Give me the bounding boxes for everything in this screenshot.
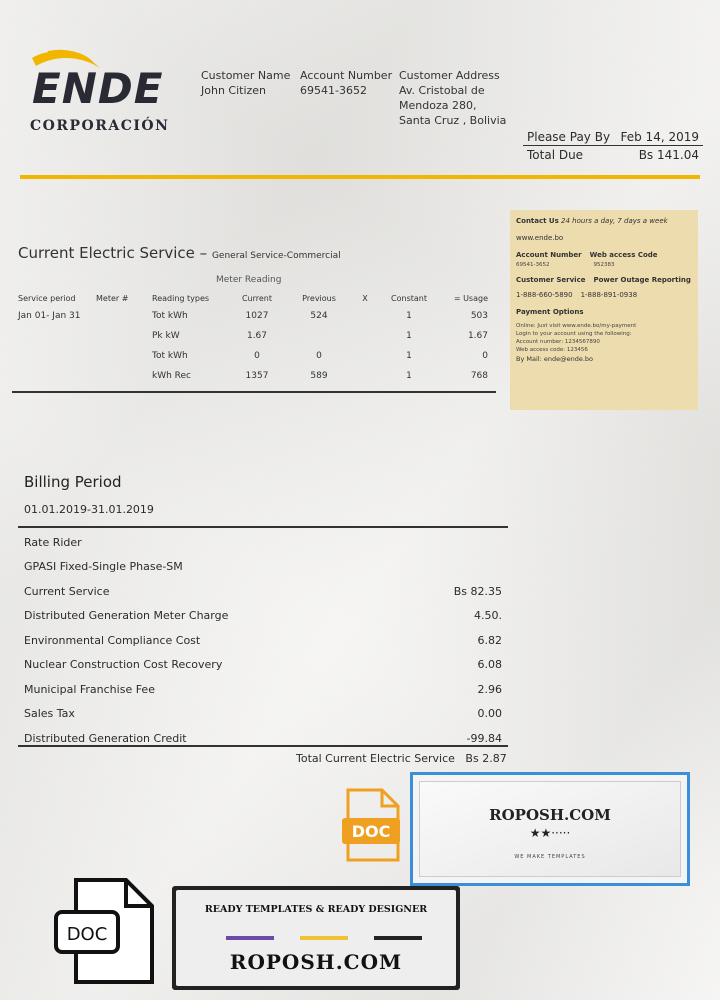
- meter-divider: [12, 391, 496, 393]
- customer-address-block: [399, 68, 506, 128]
- service-title-dash: –: [194, 244, 212, 262]
- account-number-label: Account Number: [300, 69, 393, 82]
- charge-amount: -99.84: [466, 731, 502, 745]
- customer-address-label: Customer Address: [399, 69, 500, 82]
- charge-row: [24, 579, 502, 604]
- meter-column-header: Service period: [18, 293, 76, 303]
- roposh-tagline: WE MAKE TEMPLATES: [514, 854, 586, 860]
- total-due-amount: Bs 141.04: [638, 148, 699, 162]
- meter-cell: [92, 326, 148, 346]
- charge-row: [24, 653, 502, 678]
- customer-service-label: Customer Service: [516, 276, 586, 284]
- service-title-text: Current Electric Service: [18, 244, 195, 262]
- payment-options-label: Payment Options: [516, 308, 584, 316]
- roposh-card-inner: [419, 781, 681, 877]
- meter-cell: 1.67: [246, 331, 268, 341]
- meter-header-row: [14, 290, 492, 306]
- meter-cell: [352, 366, 378, 386]
- logo-word: ENDE: [32, 64, 164, 113]
- charge-row: [24, 604, 502, 629]
- meter-cell: 1027: [245, 311, 269, 321]
- contact-web-access-label: Web access Code: [589, 251, 658, 259]
- meter-cell: [352, 326, 378, 346]
- charge-row: [24, 702, 502, 727]
- meter-cell: 589: [310, 371, 328, 381]
- meter-row: [14, 326, 492, 346]
- logo-subtitle: CORPORACIÓN: [30, 118, 170, 134]
- charge-label: Distributed Generation Credit: [24, 731, 187, 745]
- meter-column-header: Meter #: [96, 293, 129, 303]
- meter-cell: 1: [406, 311, 412, 321]
- contact-box: [510, 210, 698, 410]
- online-line-4: Web access code: 123456: [516, 347, 588, 353]
- meter-cell: 1: [406, 371, 412, 381]
- billing-period-title: Billing Period: [24, 473, 122, 491]
- meter-cell: [92, 306, 148, 326]
- color-bar: [374, 936, 422, 940]
- meter-cell: 1: [406, 351, 412, 361]
- billing-divider-top: [18, 526, 508, 528]
- charge-label: Environmental Compliance Cost: [24, 633, 201, 647]
- color-bar: [226, 936, 274, 940]
- meter-cell: 0: [316, 351, 322, 361]
- account-number-block: [300, 68, 392, 98]
- meter-cell: 1357: [245, 371, 269, 381]
- charges-list: [24, 530, 502, 751]
- meter-cell: 768: [470, 371, 488, 381]
- charge-row: [24, 628, 502, 653]
- charge-label: Current Service: [24, 584, 110, 598]
- meter-row: [14, 366, 492, 386]
- meter-column-header: Reading types: [152, 293, 210, 303]
- customer-name: John Citizen: [201, 84, 267, 97]
- charge-label: Sales Tax: [24, 707, 75, 721]
- roposh-stars: ★★·····: [529, 826, 571, 840]
- account-number: 69541-3652: [300, 84, 367, 97]
- ready-templates-card: [172, 886, 460, 990]
- charge-row: [24, 555, 502, 580]
- charge-amount: 2.96: [477, 682, 502, 696]
- meter-cell: [92, 366, 148, 386]
- doc-file-icon-black: [52, 876, 158, 986]
- charge-amount: 4.50.: [474, 609, 502, 623]
- total-current-label: Total Current Electric Service: [296, 752, 455, 765]
- charge-amount: 6.08: [477, 658, 502, 672]
- charge-row: [24, 530, 502, 555]
- meter-cell: [352, 306, 378, 326]
- ende-logo: [22, 46, 182, 146]
- service-title: [18, 244, 341, 262]
- meter-column-header: Previous: [302, 293, 336, 303]
- doc-label-black: DOC: [66, 924, 108, 945]
- online-line-3: Account number: 1234567890: [516, 339, 600, 345]
- total-current-service: [296, 752, 507, 765]
- total-current-value: Bs 2.87: [465, 752, 507, 765]
- meter-column-header: = Usage: [453, 293, 488, 303]
- charge-label: Distributed Generation Meter Charge: [24, 609, 229, 623]
- charge-label: Nuclear Construction Cost Recovery: [24, 658, 223, 672]
- meter-cell: [352, 346, 378, 366]
- billing-period-range: 01.01.2019-31.01.2019: [24, 503, 154, 516]
- roposh-title: ROPOSH.COM: [489, 806, 611, 824]
- contact-website[interactable]: www.ende.bo: [516, 234, 564, 242]
- outage-phone[interactable]: 1-888-891-0938: [580, 291, 638, 299]
- online-line-2: Login to your account using the following:: [516, 331, 632, 337]
- pay-summary: [523, 128, 703, 164]
- ready-card-inner: [176, 890, 456, 986]
- billing-divider-bottom: [18, 745, 508, 747]
- charge-row: [24, 677, 502, 702]
- meter-table: [14, 290, 492, 386]
- meter-cell: Tot kWh: [152, 311, 188, 321]
- charge-amount: 6.82: [477, 633, 502, 647]
- address-line-2: Mendoza 280,: [399, 99, 477, 112]
- ready-color-bars: [226, 936, 422, 940]
- online-line-1: Online: Just visit www.ende.bo/my-payment: [516, 323, 637, 329]
- meter-cell: Tot kWh: [152, 351, 188, 361]
- charge-amount: 0.00: [477, 707, 502, 721]
- meter-row: [14, 306, 492, 326]
- address-line-1: Av. Cristobal de: [399, 84, 485, 97]
- customer-service-phone[interactable]: 1-888-660-5890: [516, 291, 573, 299]
- meter-cell: [286, 326, 352, 346]
- meter-column-header: X: [362, 293, 368, 303]
- please-pay-by-row: [523, 128, 703, 146]
- ready-title: READY TEMPLATES & READY DESIGNER: [204, 904, 428, 915]
- meter-cell: kWh Rec: [152, 371, 192, 381]
- contact-hours: 24 hours a day, 7 days a week: [561, 217, 668, 225]
- address-line-3: Santa Cruz , Bolivia: [399, 114, 507, 127]
- meter-cell: 0: [254, 351, 260, 361]
- color-bar: [300, 936, 348, 940]
- meter-reading-label: Meter Reading: [216, 275, 282, 285]
- total-due-row: [523, 146, 703, 164]
- meter-cell: 524: [310, 311, 328, 321]
- doc-label-orange: DOC: [351, 822, 391, 841]
- contact-web-access-code: 952383: [593, 262, 615, 268]
- meter-cell: 503: [470, 311, 488, 321]
- outage-label: Power Outage Reporting: [593, 276, 691, 284]
- service-subtitle: General Service-Commercial: [211, 251, 341, 261]
- meter-body: [14, 306, 492, 386]
- meter-cell: 0: [482, 351, 488, 361]
- meter-row: [14, 346, 492, 366]
- contact-us-label: Contact Us: [516, 217, 559, 225]
- meter-cell: 1.67: [467, 331, 488, 341]
- charge-label: Rate Rider: [24, 535, 82, 549]
- meter-cell: [14, 326, 92, 346]
- meter-cell: Pk kW: [152, 331, 180, 341]
- meter-cell: 1: [406, 331, 412, 341]
- total-due-label: Total Due: [527, 148, 584, 162]
- ready-site: ROPOSH.COM: [229, 950, 403, 974]
- please-pay-by-date: Feb 14, 2019: [620, 129, 699, 144]
- charge-label: Municipal Franchise Fee: [24, 682, 155, 696]
- roposh-card: [410, 772, 690, 886]
- please-pay-by-label: Please Pay By: [527, 129, 611, 144]
- contact-account-label: Account Number: [516, 251, 582, 259]
- meter-cell: [14, 366, 92, 386]
- customer-name-label: Customer Name: [201, 69, 291, 82]
- meter-column-header: Constant: [391, 293, 427, 303]
- charge-amount: Bs 82.35: [453, 584, 502, 598]
- meter-cell: Jan 01- Jan 31: [18, 311, 81, 321]
- by-mail: By Mail: ende@ende.bo: [516, 355, 593, 363]
- customer-name-block: [201, 68, 290, 98]
- meter-column-header: Current: [241, 293, 273, 303]
- meter-cell: [92, 346, 148, 366]
- meter-cell: [14, 346, 92, 366]
- contact-account-number: 69541-3652: [516, 262, 550, 268]
- doc-file-icon: [342, 788, 402, 862]
- header-divider: [20, 175, 700, 179]
- charge-label: GPASI Fixed-Single Phase-SM: [24, 560, 183, 574]
